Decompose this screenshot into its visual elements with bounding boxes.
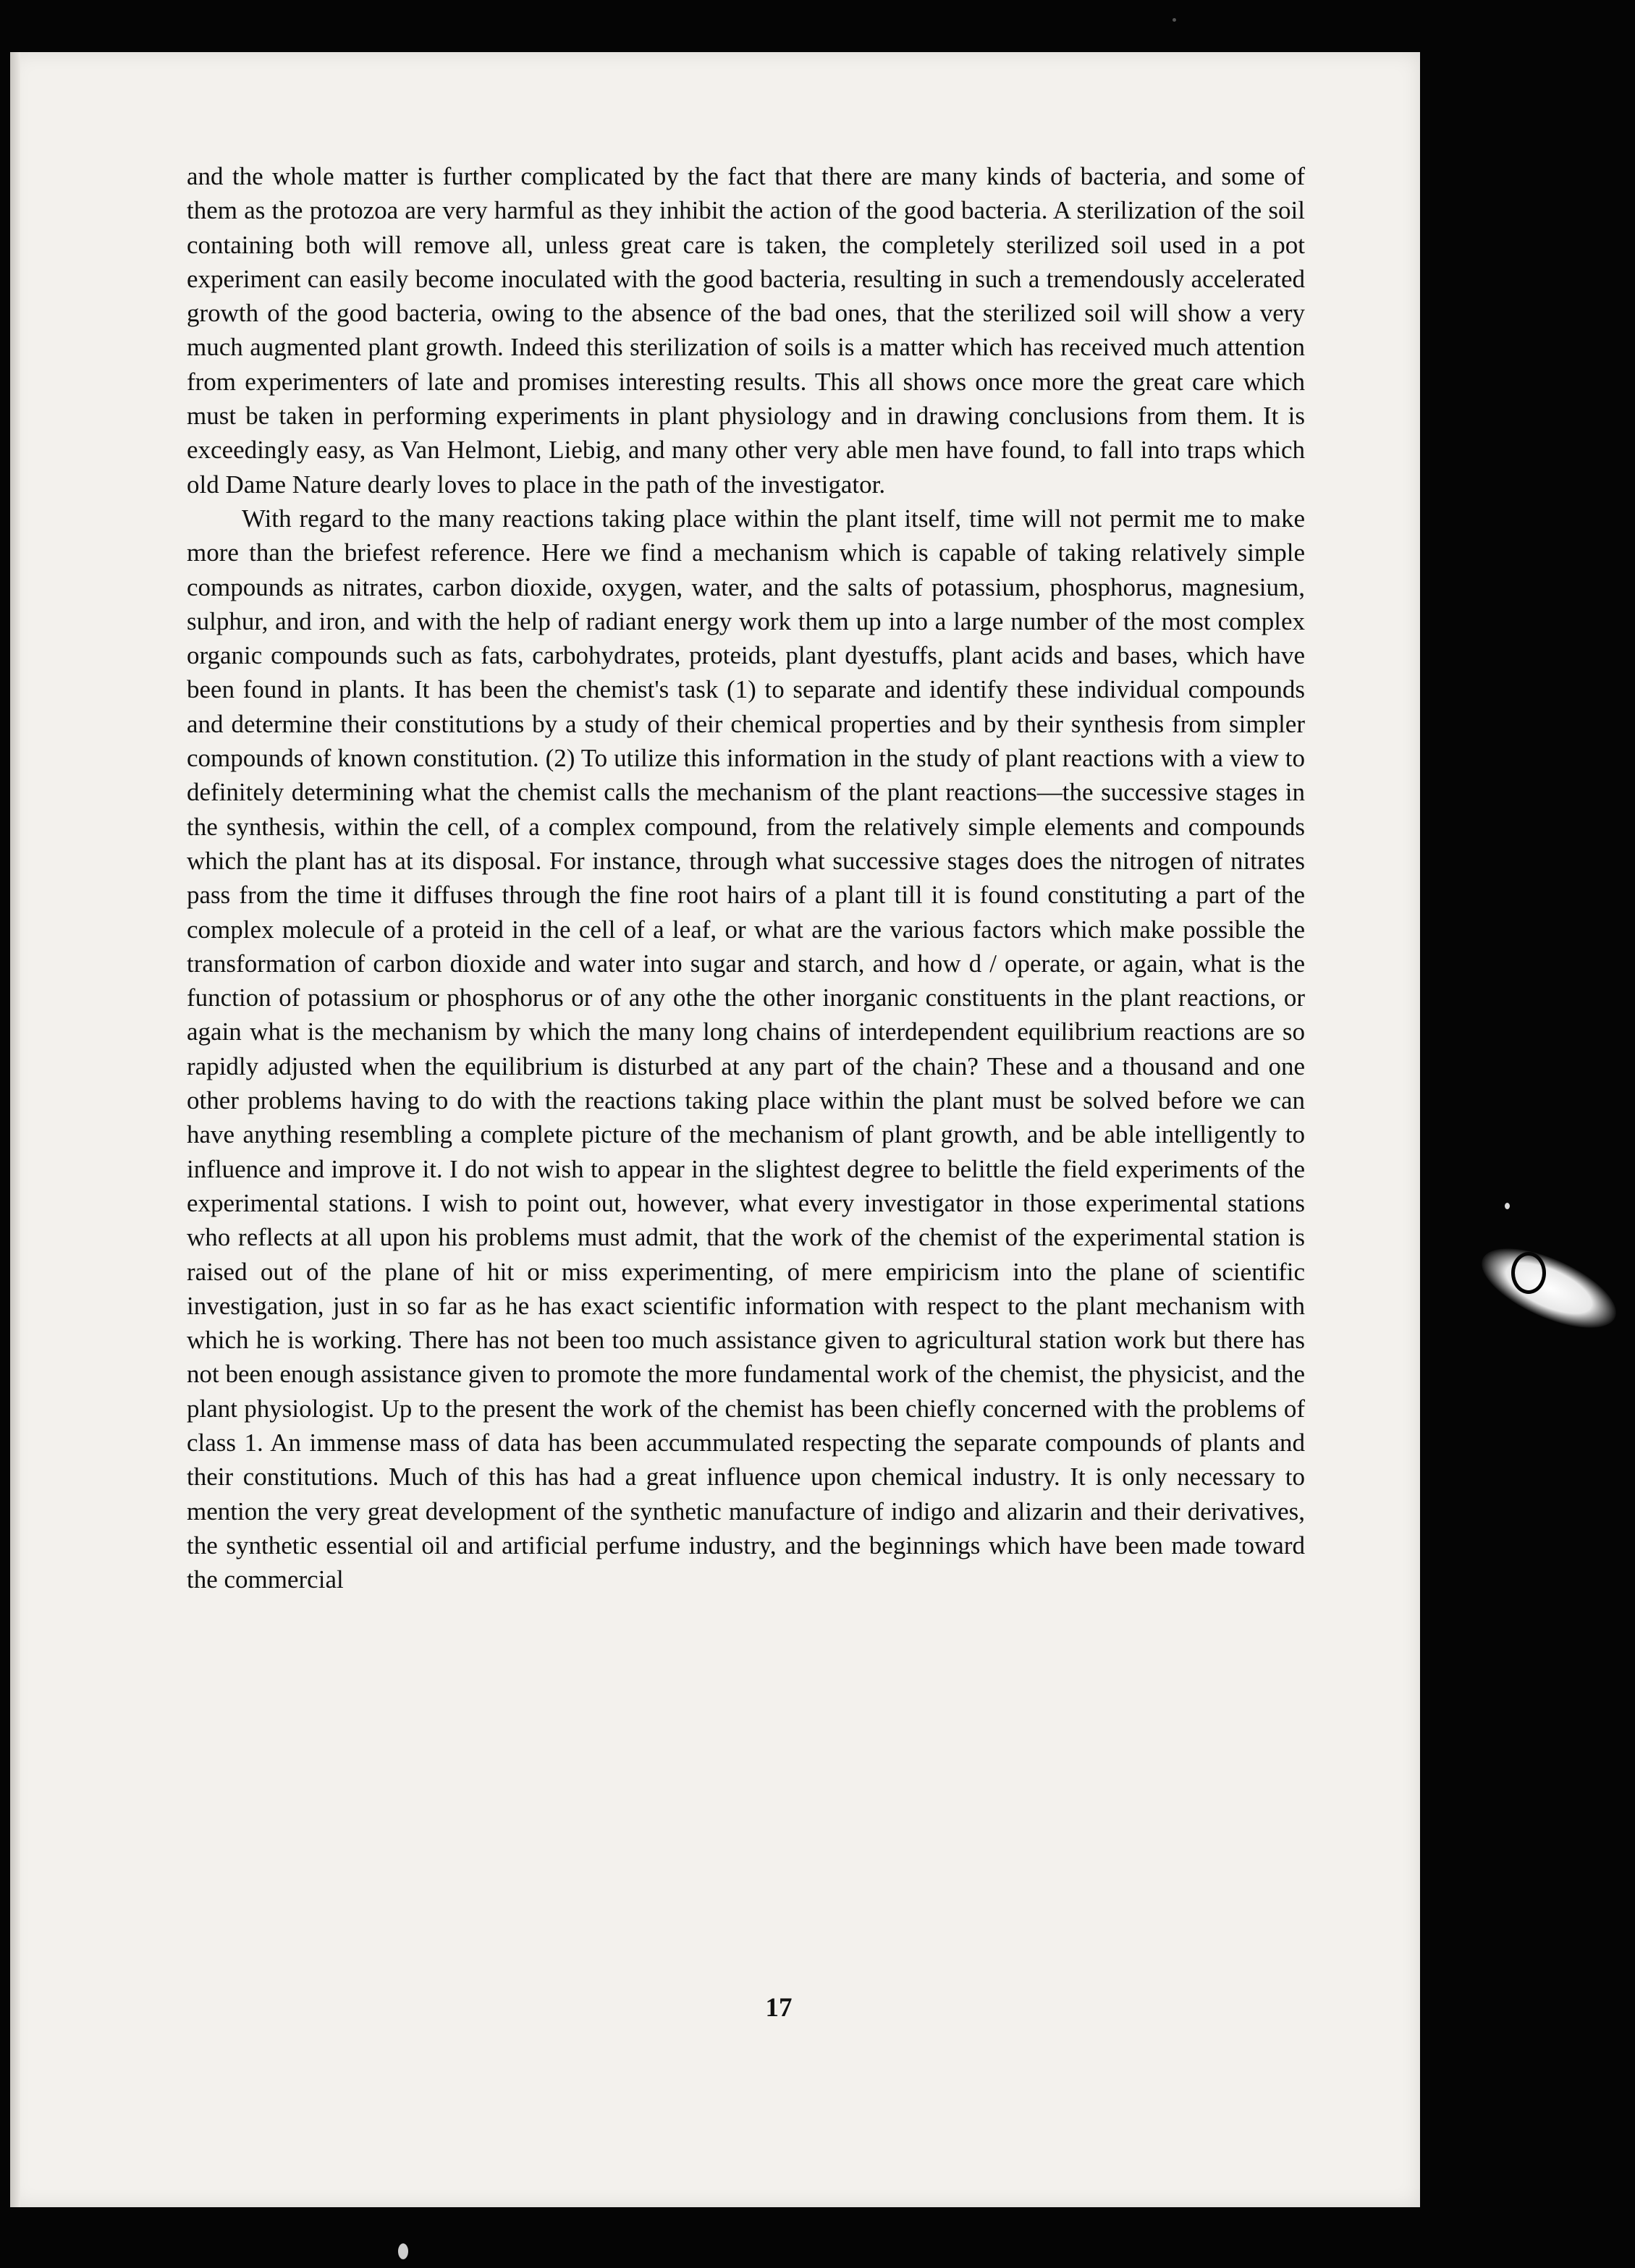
scan-speck (398, 2243, 408, 2259)
scan-artifact-ring (1511, 1252, 1546, 1294)
scan-speck (1505, 1203, 1510, 1209)
page-number: 17 (765, 1993, 793, 2023)
body-text (187, 159, 1305, 1596)
paper-left-edge (10, 52, 20, 2207)
scan-speck (1173, 18, 1176, 22)
scan-artifact-blob (1471, 1232, 1626, 1344)
paragraph-plant-reactions: With regard to the many reactions taking place within the plant itself, time will not permit me to make more than the briefest reference. Here we find a mechanism which is capable of taking relatively simple compounds as nitrates, carbon dioxide, oxygen, water, and the salts of potassium, phosphorus, magnesium, sulphur, and iron, and with the help of radiant energy work them up into a large number of the most complex organic compounds such as fats, carbohydrates, proteids, plant dyestuffs, plant acids and bases, which have been found in plants. It has been the chemist's task (1) to separate and identify these individual compounds and determine their constitutions by a study of their chemical properties and by their synthesis from simpler compounds of known constitution. (2) To utilize this information in the study of plant reactions with a view to definitely determining what the chemist calls the mechanism of the plant reactions—the successive stages in the synthesis, within the cell, of a complex compound, from the relatively simple elements and compounds which the plant has at its disposal. For instance, through what successive stages does the nitrogen of nitrates pass from the time it diffuses through the fine root hairs of a plant till it is found constituting a part of the complex molecule of a proteid in the cell of a leaf, or what are the various factors which make possible the transformation of carbon dioxide and water into sugar and starch, and how d / operate, or again, what is the function of potassium or phosphorus or of any othe the other inorganic constituents in the plant reactions, or again what is the mechanism by which the many long chains of interdependent equilibrium reactions are so rapidly adjusted when the equilibrium is disturbed at any part of the chain? These and a thousand and one other problems having to do with the reactions taking place within the plant must be solved before we can have anything resembling a complete picture of the mechanism of plant growth, and be able intelligently to influence and improve it. I do not wish to appear in the slightest degree to belittle the field experiments of the experimental stations. I wish to point out, however, what every investigator in those experimental stations who reflects at all upon his problems must admit, that the work of the chemist of the experimental station is raised out of the plane of hit or miss experimenting, of mere empiricism into the plane of scientific investigation, just in so far as he has exact scientific information with respect to the plant mechanism with which he is working. There has not been too much assistance given to agricultural station work but there has not been enough assistance given to promote the more fundamental work of the chemist, the physicist, and the plant physiologist. Up to the present the work of the chemist has been chiefly concerned with the problems of class 1. An immense mass of data has been accummulated respecting the separate compounds of plants and their constitutions. Much of this has had a great influence upon chemical industry. It is only necessary to mention the very great development of the synthetic manufacture of indigo and alizarin and their derivatives, the synthetic essential oil and artificial perfume industry, and the beginnings which have been made toward the commercial (187, 504, 1305, 1594)
paragraph-continuation: and the whole matter is further complicated by the fact that there are many kinds of bacteria, and some of them as the protozoa are very harmful as they inhibit the action of the good bacteria. A sterilization of the soil containing both will remove all, unless great care is taken, the completely sterilized soil used in a pot experiment can easily become inoculated with the good bacteria, resulting in such a tremendously accelerated growth of the good bacteria, owing to the absence of the bad ones, that the sterilized soil will show a very much augmented plant growth. Indeed this sterilization of soils is a matter which has received much attention from experimenters of late and promises interesting results. This all shows once more the great care which must be taken in performing experiments in plant physiology and in drawing conclusions from them. It is exceedingly easy, as Van Helmont, Liebig, and many other very able men have found, to fall into traps which old Dame Nature dearly loves to place in the path of the investigator. (187, 162, 1305, 499)
